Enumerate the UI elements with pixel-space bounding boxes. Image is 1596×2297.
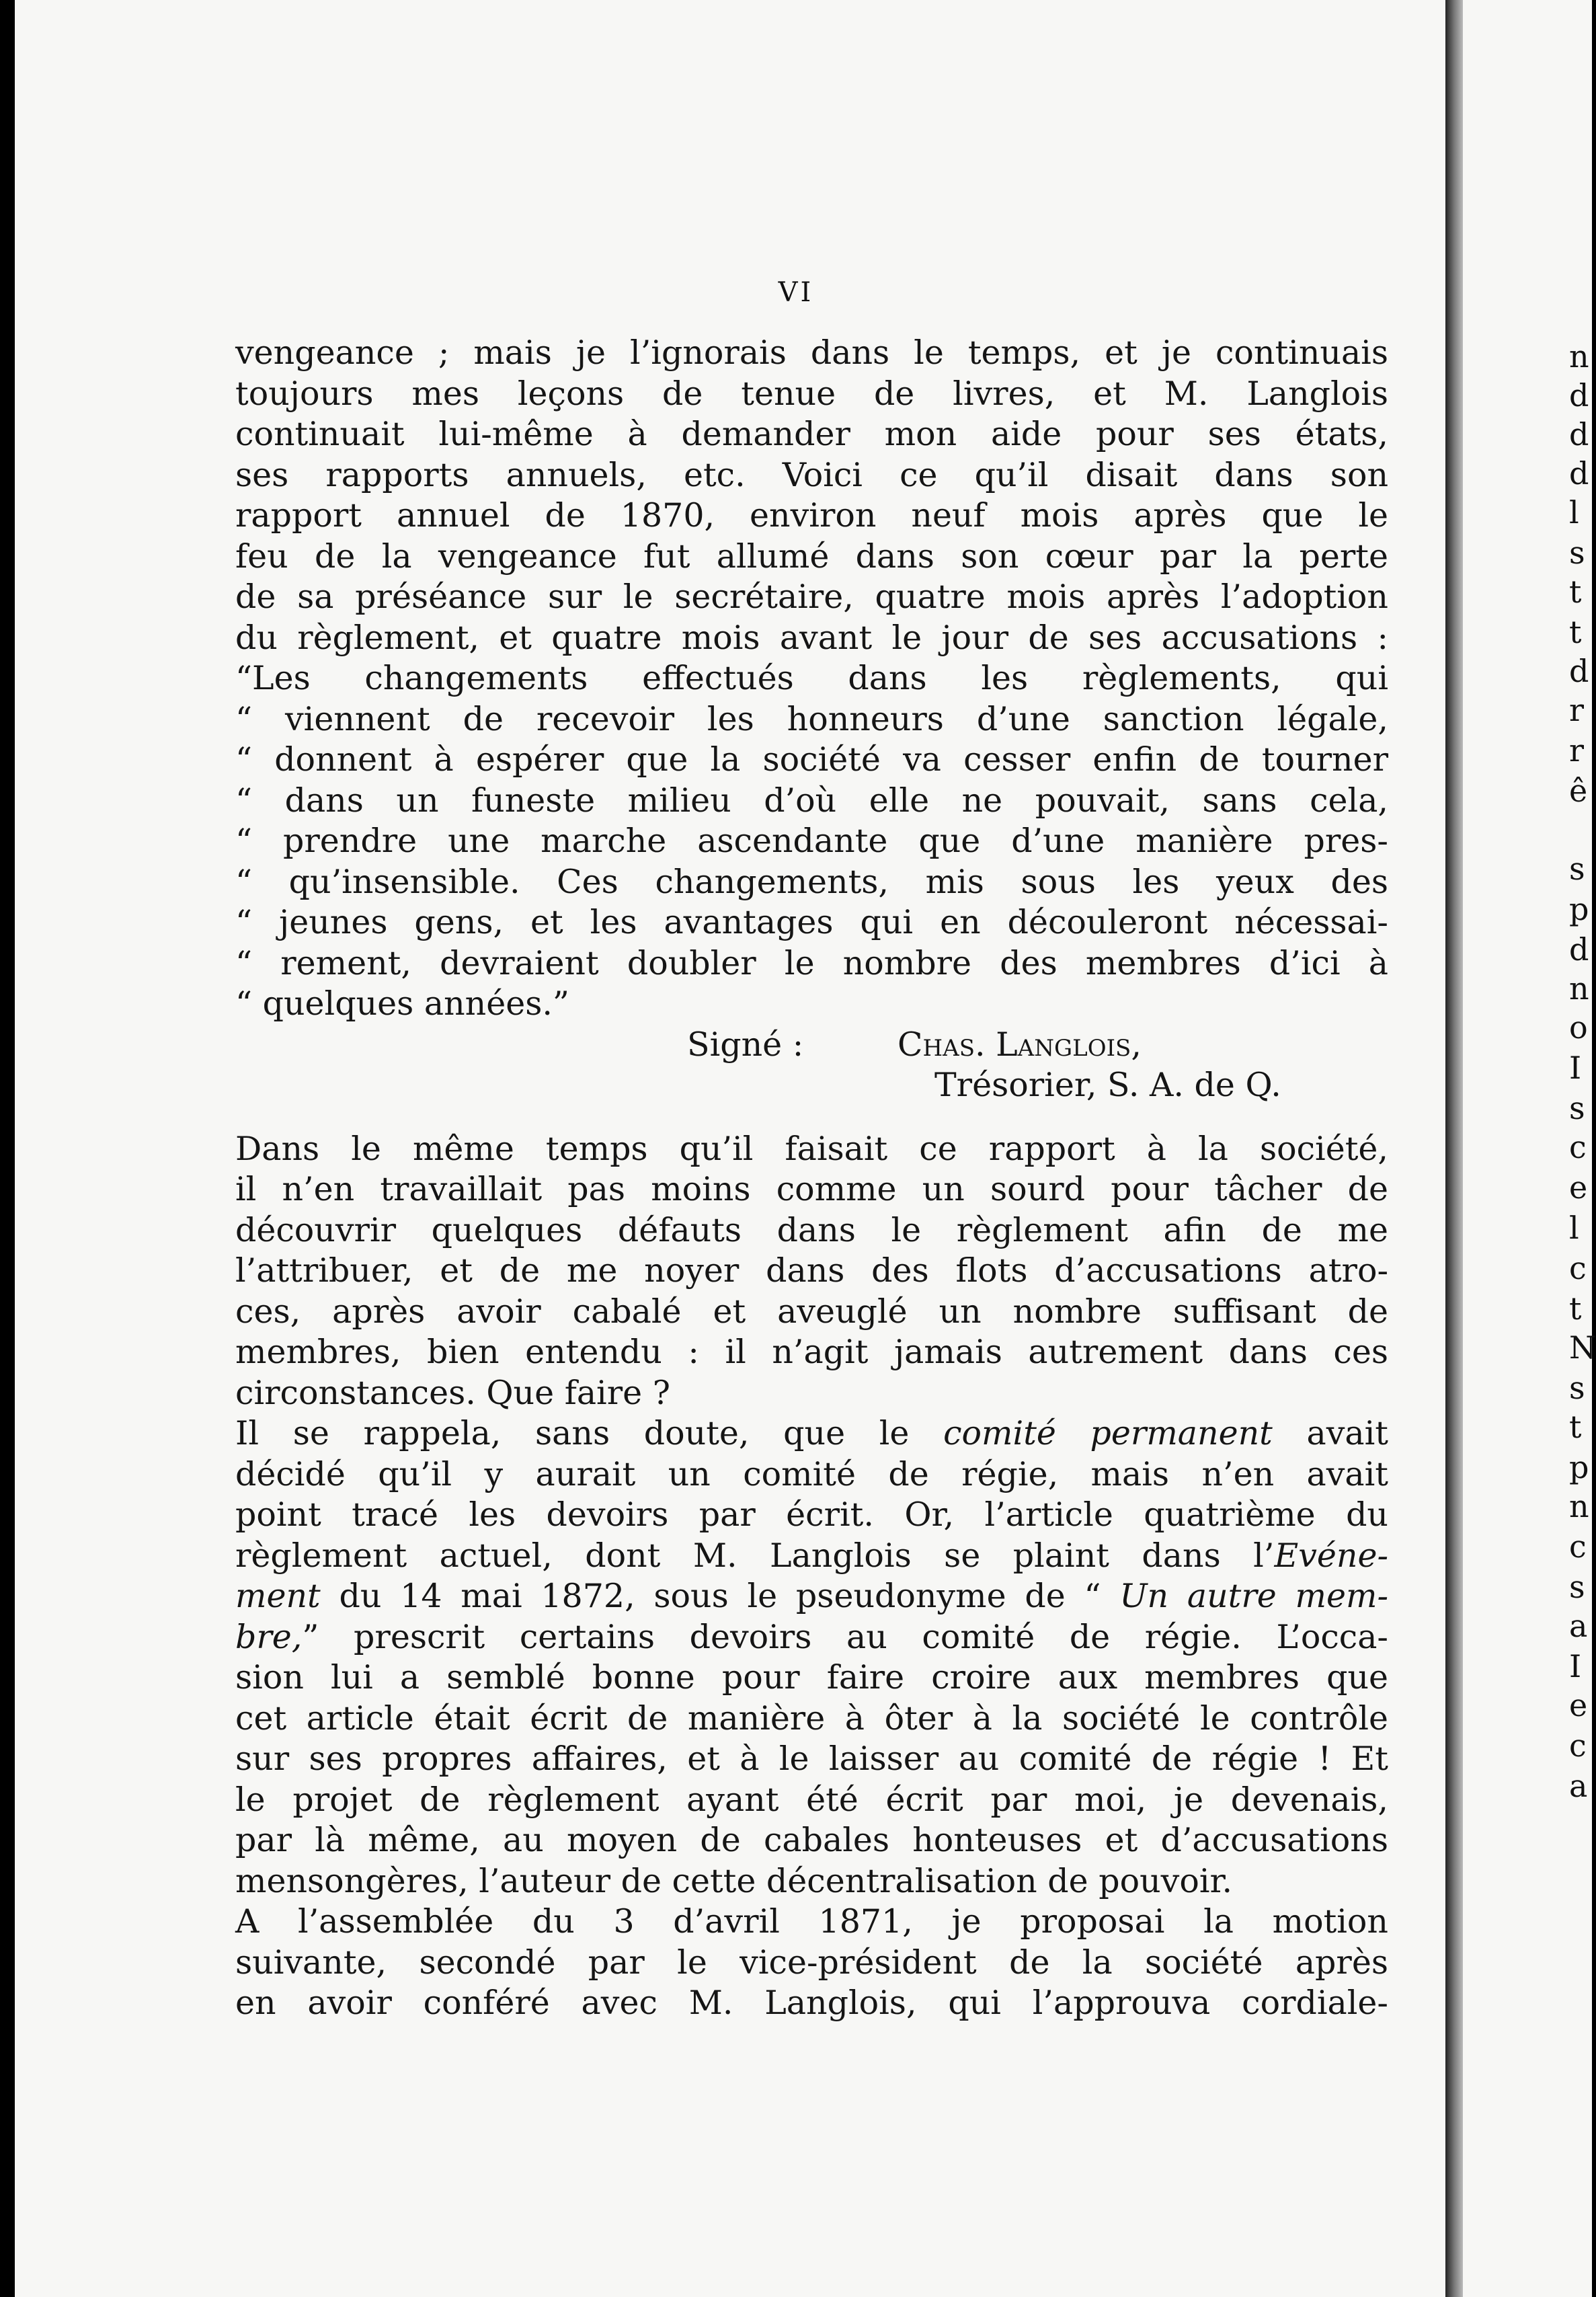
facing-page-letter: o (1569, 1009, 1588, 1046)
text-line: règlement actuel, dont M. Langlois se plaint dans l’Evéne- (235, 1536, 1388, 1575)
facing-page-letter: l (1569, 494, 1579, 531)
text-line: mensongères, l’auteur de cette décentralisation de pouvoir. (235, 1861, 1233, 1900)
text-line: par là même, au moyen de cabales honteuses et d’accusations (235, 1821, 1388, 1859)
text-line: “ prendre une marche ascendante que d’une manière pres- (235, 822, 1388, 860)
facing-page-letter: d (1569, 931, 1589, 968)
signature-label: Signé : (687, 1025, 804, 1064)
text-line: de sa préséance sur le secrétaire, quatre mois après l’adoption (235, 578, 1388, 616)
text-line: cet article était écrit de manière à ôter à la société le contrôle (235, 1699, 1388, 1738)
facing-page-letter: ê (1569, 773, 1588, 809)
facing-page-letter: p (1569, 1449, 1589, 1485)
text-line: Dans le même temps qu’il faisait ce rapport à la société, (235, 1129, 1388, 1168)
facing-page-letter: r (1569, 732, 1584, 769)
facing-page-letter: N (1569, 1329, 1596, 1366)
text-line: “ viennent de recevoir les honneurs d’une sanction légale, (235, 699, 1388, 738)
facing-page-letter: n (1569, 970, 1589, 1007)
signature-line-2 (235, 1065, 1388, 1106)
text-line: “Les changements effectués dans les règlements, qui (235, 659, 1388, 697)
facing-page-letter: t (1569, 1290, 1582, 1327)
text-line: membres, bien entendu : il n’agit jamais autrement dans ces (235, 1333, 1388, 1371)
facing-page-letter: t (1569, 614, 1582, 650)
text-line: rapport annuel de 1870, environ neuf mois après que le (235, 496, 1388, 535)
facing-page-letter: e (1569, 1687, 1588, 1723)
facing-page-letter: t (1569, 1409, 1582, 1445)
text-line: “ jeunes gens, et les avantages qui en découleront nécessai- (235, 903, 1388, 941)
facing-page-letter: r (1569, 692, 1584, 728)
text-line: “ donnent à espérer que la société va cesser enfin de tourner (235, 740, 1388, 779)
text-line: “ dans un funeste milieu d’où elle ne pouvait, sans cela, (235, 781, 1388, 820)
text-line: il n’en travaillait pas moins comme un sourd pour tâcher de (235, 1170, 1388, 1208)
facing-page-letter: a (1569, 1768, 1588, 1804)
text-line: circonstances. Que faire ? (235, 1373, 670, 1412)
text-line: toujours mes leçons de tenue de livres, et M. Langlois (235, 374, 1388, 413)
text-line: découvrir quelques défauts dans le règlement afin de me (235, 1210, 1388, 1249)
text-line: bre,” prescrit certains devoirs au comité de régie. L’occa- (235, 1617, 1388, 1656)
text-line: ses rapports annuels, etc. Voici ce qu’il disait dans son (235, 455, 1388, 494)
text-line: en avoir conféré avec M. Langlois, qui l’approuva cordiale- (235, 1984, 1388, 2022)
text-line: A l’assemblée du 3 d’avril 1871, je proposai la motion (235, 1902, 1388, 1941)
page-text (235, 333, 1388, 2024)
signature-name: Chas. Langlois, (897, 1025, 1142, 1064)
page-number-header: VI (778, 277, 814, 308)
facing-page-letter: d (1569, 416, 1589, 453)
book-gutter (1445, 0, 1463, 2297)
text-line: sur ses propres affaires, et à le laisser au comité de régie ! Et (235, 1740, 1388, 1778)
signature-line-1 (235, 1025, 1388, 1066)
facing-page-letter: s (1569, 1090, 1585, 1126)
facing-page-letter: l (1569, 1210, 1579, 1246)
text-line: feu de la vengeance fut allumé dans son cœur par la perte (235, 537, 1388, 576)
facing-page-letter: n (1569, 338, 1589, 375)
facing-page-edge (1463, 0, 1596, 2297)
text-line: point tracé les devoirs par écrit. Or, l’article quatrième du (235, 1495, 1388, 1534)
facing-page-letter: c (1569, 1250, 1587, 1286)
facing-page-letter: c (1569, 1528, 1587, 1565)
text-line: “ rement, devraient doubler le nombre des membres d’ici à (235, 943, 1388, 982)
text-line: du règlement, et quatre mois avant le jour de ses accusations : (235, 618, 1388, 657)
text-line: continuait lui-même à demander mon aide pour ses états, (235, 415, 1388, 453)
facing-page-letter: c (1569, 1727, 1587, 1764)
facing-page-letter: t (1569, 574, 1582, 610)
text-line: “ qu’insensible. Ces changements, mis sous les yeux des (235, 862, 1388, 901)
text-line: suivante, secondé par le vice-président de la société après (235, 1943, 1388, 1982)
signature-title: Trésorier, S. A. de Q. (934, 1066, 1281, 1104)
text-line: décidé qu’il y aurait un comité de régie, mais n’en avait (235, 1454, 1388, 1493)
facing-page-letter: s (1569, 851, 1585, 887)
facing-page-letter: n (1569, 1488, 1589, 1524)
facing-page-letter: p (1569, 891, 1589, 927)
text-line: l’attribuer, et de me noyer dans des flots d’accusations atro- (235, 1251, 1388, 1290)
text-line: Il se rappela, sans doute, que le comité permanent avait (235, 1414, 1388, 1452)
facing-page-letter: e (1569, 1169, 1588, 1206)
facing-page-letter: s (1569, 1370, 1585, 1406)
facing-page-letter: I (1569, 1050, 1582, 1086)
facing-page-letter: d (1569, 455, 1589, 492)
facing-page-letter: d (1569, 377, 1589, 414)
text-line: ces, après avoir cabalé et aveuglé un nombre suffisant de (235, 1292, 1388, 1331)
text-line: vengeance ; mais je l’ignorais dans le temps, et je continuais (235, 334, 1388, 372)
facing-page-letter: s (1569, 535, 1585, 571)
facing-page-letter: I (1569, 1648, 1582, 1684)
text-line: le projet de règlement ayant été écrit par moi, je devenais, (235, 1780, 1388, 1819)
facing-page-letter: s (1569, 1569, 1585, 1605)
facing-page-letter: d (1569, 653, 1589, 689)
text-line: ment du 14 mai 1872, sous le pseudonyme de “ Un autre mem- (235, 1577, 1388, 1615)
facing-page-letter: c (1569, 1129, 1587, 1165)
facing-page-letter: a (1569, 1608, 1588, 1644)
text-line: “ quelques années.” (235, 984, 569, 1023)
text-line: sion lui a semblé bonne pour faire croire aux membres que (235, 1658, 1388, 1697)
